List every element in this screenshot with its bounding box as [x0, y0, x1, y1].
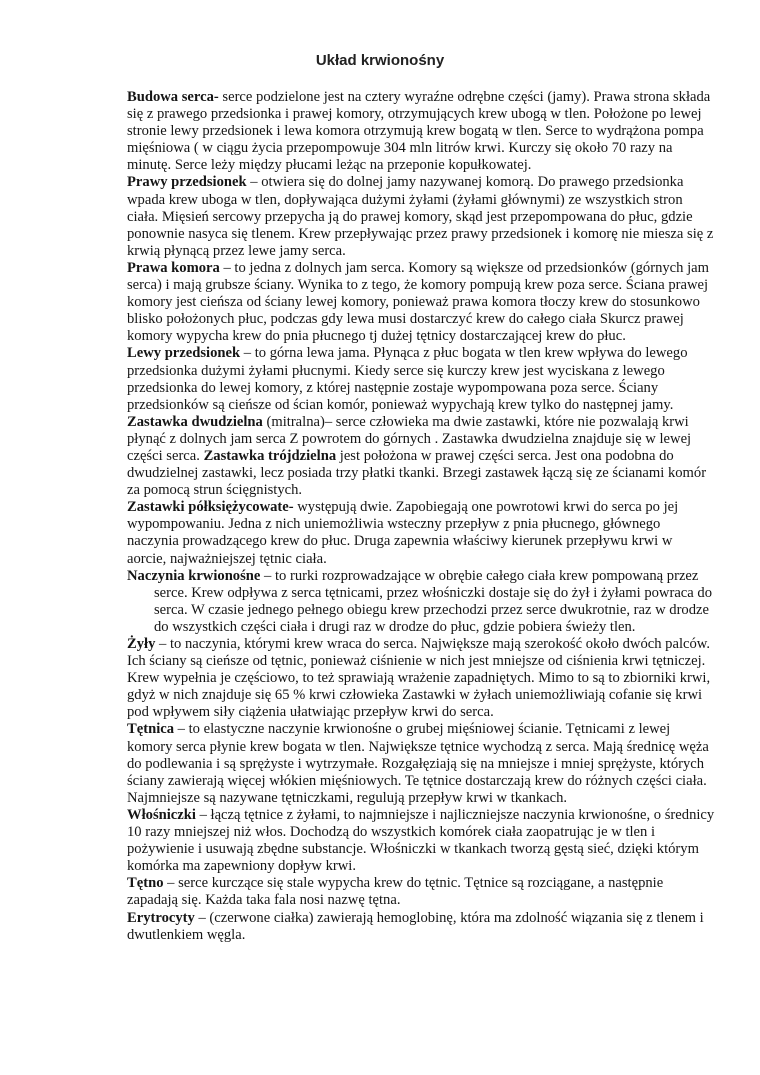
paragraph-prawy-przedsionek — [127, 174, 715, 259]
term-label: Prawa komora — [127, 259, 220, 276]
paragraph-text: – to naczynia, którymi krew wraca do serca. Największe mają szerokość około dwóch palców. Ich ściany są cieńsze od tętnic, ponieważ ciśnienie w nich jest mniejsze od ciśnienia krwi tętniczej. Krew wypełnia je częściowo, to też sprawiają wrażenie zapadniętych. Mimo to są to zbiorniki krwi, gdyż w nich znajduje się 65 % krwi człowieka Zastawki w żyłach uniemożliwiają cofanie się krwi pod wpływem siły ciążenia ułatwiając przepływ krwi do serca. — [127, 636, 711, 721]
term-label: Prawy przedsionek — [127, 174, 247, 191]
term-label: Tętno — [127, 875, 164, 892]
paragraph-text: – to elastyczne naczynie krwionośne o grubej mięśniowej ścianie. Tętnicami z lewej komory serca płynie krew bogata w tlen. Największe tętnice wychodzą z serca. Mają średnicę węża do podlewania i są sprężyste i wytrzymałe. Rozgałęziają się na mniejsze i mniej sprężyste, których ściany zawierają więcej włókien mięśniowych. Te tętnice dostarczają krew do różnych części ciała. Najmniejsze są nazywane tętniczkami, regulują przepływ krwi w tkankach. — [127, 721, 709, 806]
paragraph-text: – to rurki rozprowadzające w obrębie całego ciała krew pompowaną przez serce. Krew odpływa z serca tętnicami, przez włośniczki dostaje się do żył i żyłami powraca do serca. W czasie jednego pełnego obiegu krew przechodzi przez serce dwukrotnie, raz w drodze do wszystkich części ciała i drugi raz w drodze do płuc, gdzie pobiera świeży tlen. — [154, 567, 712, 635]
term-label: Zastawki półksiężycowate- — [127, 499, 294, 516]
term-label: Naczynia krwionośne — [127, 567, 261, 584]
paragraph-tetnica — [127, 721, 715, 806]
paragraph-wlosniczki — [127, 807, 715, 875]
paragraph-budowa-serca — [127, 89, 715, 174]
paragraph-lewy-przedsionek — [127, 345, 715, 413]
term-label: Erytrocyty — [127, 909, 195, 926]
document-body — [127, 89, 715, 944]
paragraph-prawa-komora — [127, 260, 715, 345]
paragraph-text: – otwiera się do dolnej jamy nazywanej komorą. Do prawego przedsionka wpada krew uboga w tlen, dopływająca dużymi żyłami (żyłami głównymi) ze wszystkich stron ciała. Mięsień sercowy przepycha ją do prawej komory, skąd jest przepompowana do płuc, gdzie ponownie nasyca się tlenem. Krew przepływając przez prawy przedsionek i komorę nie miesza się z krwią płynącą przez lewe jamy serca. — [127, 174, 714, 259]
paragraph-text: – (czerwone ciałka) zawierają hemoglobinę, która ma zdolność wiązania się z tlenem i dwutlenkiem węgla. — [127, 909, 704, 943]
term-label: Zastawka trójdzielna — [203, 447, 337, 464]
term-label: Zastawka dwudzielna — [127, 413, 263, 430]
term-label: Włośniczki — [127, 806, 196, 823]
paragraph-text: – łączą tętnice z żyłami, to najmniejsze i najliczniejsze naczynia krwionośne, o średnicy 10 razy mniejszej niż włos. Dochodzą do wszystkich komórek ciała zaopatrując je w tlen i pożywienie i usuwają zbędne substancje. Włośniczki w tkankach tworzą gęstą sieć, dzięki którym komórka ma zapewniony dopływ krwi. — [127, 806, 715, 875]
paragraph-erytrocyty — [127, 910, 715, 944]
term-label: Tętnica — [127, 721, 175, 738]
paragraph-text: serce podzielone jest na cztery wyraźne odrębne części (jamy). Prawa strona składa się z prawego przedsionka i prawej komory, otrzymujących krew ubogą w tlen. Położone po lewej stronie lewy przedsionek i lewa komora otrzymują krew bogatą w tlen. Serce to wydrążona pompa mięśniowa ( w ciągu życia przepompowuje 304 mln litrów krwi. Kurczy się około 70 razy na minutę. Serce leży między płucami leżąc na przeponie kopułkowatej. — [127, 89, 711, 174]
term-label: Żyły — [127, 636, 156, 652]
paragraph-zastawki-polksiezycowate — [127, 499, 715, 567]
paragraph-zastawki — [127, 414, 715, 499]
paragraph-text: występują dwie. Zapobiegają one powrotowi krwi do serca po jej wypompowaniu. Jedna z nich uniemożliwia wsteczny przepływ z pnia płucnego, głównego naczynia prowadzącego krew do płuc. Druga zapewnia właściwy kierunek przepływu krwi w aorcie, najważniejszej tętnic ciała. — [127, 499, 679, 567]
term-label: Budowa serca- — [127, 89, 219, 105]
paragraph-text: – serce kurczące się stale wypycha krew do tętnic. Tętnice są rozciągane, a następnie zapadają się. Każda taka fala nosi nazwę tętna. — [127, 875, 664, 909]
paragraph-naczynia-krwionosne — [127, 568, 715, 636]
paragraph-tetno — [127, 875, 715, 909]
paragraph-text: – to jedna z dolnych jam serca. Komory są większe od przedsionków (górnych jam serca) i mają grubsze ściany. Wynika to z tego, że komory pompują krew poza serce. Ściana prawej komory jest cieńsza od ściany lewej komory, ponieważ prawa komora tłoczy krew do stosunkowo blisko położonych płuc, podczas gdy lewa musi dostarczyć krew do całego ciała Skurcz prawej komory wypycha krew do pnia płucnego tj dużej tętnicy dostarczającej krew do płuc. — [127, 259, 709, 345]
term-label: Lewy przedsionek — [127, 345, 241, 362]
paragraph-text: – to górna lewa jama. Płynąca z płuc bogata w tlen krew wpływa do lewego przedsionka dużymi żyłami płucnymi. Kiedy serce się kurczy krew jest wyciskana z lewego przedsionka do lewej komory, z której następnie zostaje wypompowana poza serce. Ściany przedsionków są cieńsze od ścian komór, ponieważ wypychają krew tylko do następnej jamy. — [127, 345, 688, 413]
paragraph-text: jest położona w prawej części serca. Jest ona podobna do dwudzielnej zastawki, lecz posiada trzy płatki tkanki. Brzegi zastawek łączą się ze ścianami komór za pomocą strun ścięgnistych. — [127, 447, 707, 499]
paragraph-text: (mitralna)– serce człowieka ma dwie zastawki, które nie pozwalają krwi płynąć z dolnych jam serca Z powrotem do górnych . Zastawka dwudzielna znajduje się w lewej części serca. — [127, 413, 692, 464]
paragraph-zyly — [127, 636, 715, 721]
document-title: Układ krwionośny — [315, 52, 445, 69]
